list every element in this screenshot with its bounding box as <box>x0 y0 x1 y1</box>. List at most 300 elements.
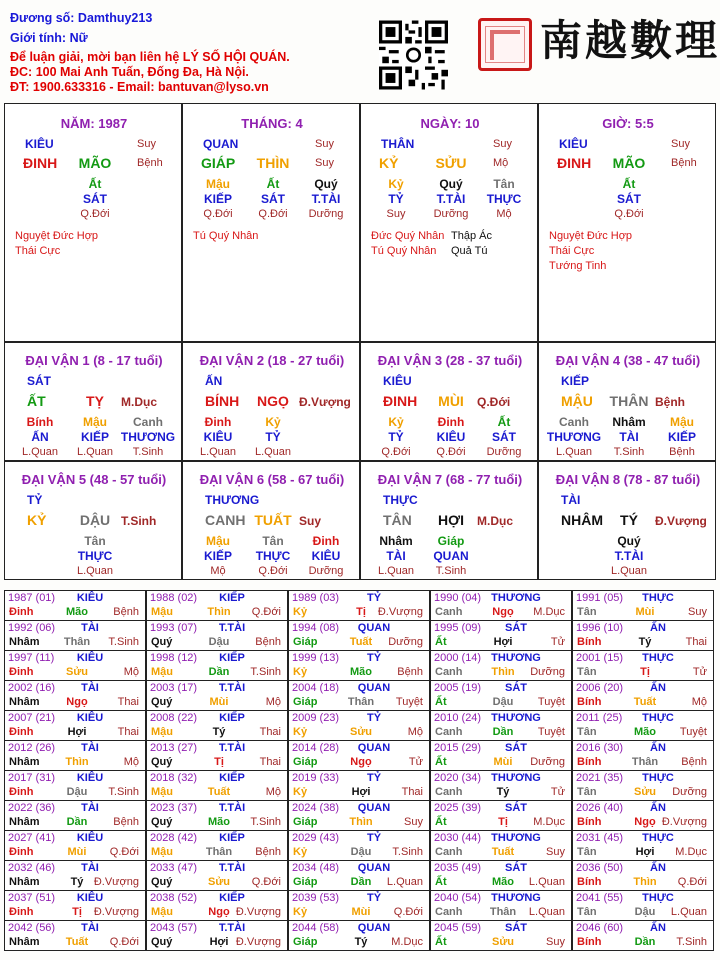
dai-van-can: NHÂM <box>561 512 603 528</box>
dai-van-hidden-god: KIÊU <box>311 549 341 563</box>
year-cell <box>572 830 714 861</box>
year-chi: Hợi <box>493 636 513 648</box>
year-label: 2008 (22) <box>150 712 198 724</box>
year-chi: Tý <box>354 936 368 948</box>
dai-van-hidden-stem: Bính <box>26 415 54 429</box>
pillar-hidden-stem: Mậu <box>206 177 230 191</box>
dai-van-chi: THÂN <box>609 393 649 409</box>
year-cell <box>288 860 430 891</box>
year-label: 2045 (59) <box>434 922 482 934</box>
pillar-chi-stage: Suy <box>315 157 334 169</box>
pillar-can: GIÁP <box>201 155 236 171</box>
year-stage: Thai <box>259 726 281 738</box>
year-god: QUAN <box>357 802 391 814</box>
year-cell <box>146 680 288 711</box>
pillar-can: KỶ <box>379 155 399 171</box>
year-label: 2018 (32) <box>150 772 198 784</box>
dai-van-stage: Bệnh <box>655 395 685 409</box>
year-chi: Dần <box>350 876 372 888</box>
year-label: 1993 (07) <box>150 622 198 634</box>
year-god: KIẾP <box>219 832 245 844</box>
year-can: Bính <box>577 636 602 648</box>
year-can: Giáp <box>293 696 318 708</box>
year-can: Kỷ <box>293 786 308 798</box>
dai-van-hidden-stem: Mậu <box>670 415 694 429</box>
year-cell <box>4 770 146 801</box>
year-chi: Sửu <box>491 936 515 948</box>
year-god: QUAN <box>357 742 391 754</box>
year-cell <box>572 800 714 831</box>
year-can: Bính <box>577 876 602 888</box>
year-label: 2036 (50) <box>576 862 624 874</box>
year-cell <box>430 620 572 651</box>
year-god: THƯƠNG <box>491 772 541 784</box>
year-label: 1998 (12) <box>150 652 198 664</box>
dai-van-hidden-stem: Kỷ <box>388 415 404 429</box>
pillar-hidden-stage: Suy <box>386 208 406 220</box>
year-chi: Mão <box>634 726 656 738</box>
year-stage: Bệnh <box>113 606 139 618</box>
pillar-hidden-stem: Ất <box>622 177 636 191</box>
pillar-chi-stage: Bệnh <box>137 157 163 169</box>
year-stage: Bệnh <box>681 756 707 768</box>
year-can: Mậu <box>151 846 173 858</box>
year-can: Nhâm <box>9 756 40 768</box>
year-chi: Sửu <box>65 666 89 678</box>
year-chi: Tuất <box>65 936 89 948</box>
year-cell <box>430 830 572 861</box>
dai-van-hidden-stage: Q.Đới <box>258 565 288 577</box>
dai-van-stage: T.Sinh <box>121 514 157 528</box>
year-cell <box>146 740 288 771</box>
dai-van-hidden-stage: T.Sinh <box>435 565 467 577</box>
pillar-chi: THÌN <box>256 155 290 171</box>
year-stage: L.Quan <box>528 906 565 918</box>
year-cell <box>430 890 572 921</box>
year-stage: Bệnh <box>397 666 423 678</box>
year-label: 2006 (20) <box>576 682 624 694</box>
year-chi: Mão <box>492 876 514 888</box>
dai-van-hidden-god: QUAN <box>433 549 469 563</box>
year-god: TÀI <box>81 922 99 934</box>
pillar-star: Tú Quý Nhân <box>371 245 437 257</box>
year-can: Quý <box>151 816 173 828</box>
year-chi: Mùi <box>209 696 229 708</box>
dai-van-hidden-stem: Giáp <box>437 534 465 548</box>
year-chi: Dậu <box>634 906 656 918</box>
pillar-hidden-stage: Q.Đới <box>258 208 288 220</box>
year-chi: Dậu <box>208 636 230 648</box>
year-god: THỰC <box>642 832 674 844</box>
year-can: Giáp <box>293 936 318 948</box>
year-label: 2015 (29) <box>434 742 482 754</box>
year-label: 1997 (11) <box>8 652 55 664</box>
dai-van-hidden-stage: Dưỡng <box>308 565 344 577</box>
year-cell <box>288 830 430 861</box>
contact-note: Để luận giải, mời bạn liên hệ LÝ SỐ HỘI QUÁN. <box>10 50 290 64</box>
pillar-hidden-god: T.TÀI <box>436 192 466 206</box>
dai-van-hidden-stage: Dưỡng <box>486 446 522 458</box>
year-can: Bính <box>577 816 602 828</box>
pillar-cell <box>182 103 360 342</box>
year-chi: Mão <box>350 666 372 678</box>
year-label: 2025 (39) <box>434 802 482 814</box>
year-chi: Dần <box>208 666 230 678</box>
year-can: Đinh <box>9 666 34 678</box>
dai-van-hidden-stage: T.Sinh <box>132 446 164 458</box>
pillar-chi: MÃO <box>78 155 112 171</box>
year-can: Bính <box>577 756 602 768</box>
year-chi: Sửu <box>349 726 373 738</box>
year-label: 2043 (57) <box>150 922 198 934</box>
dai-van-chi: NGỌ <box>257 393 289 409</box>
pillar-title: NGÀY: 10 <box>420 116 480 131</box>
year-label: 2026 (40) <box>576 802 624 814</box>
year-label: 2012 (26) <box>8 742 56 754</box>
dai-van-can: CANH <box>205 512 246 528</box>
dai-van-title: ĐẠI VẬN 5 (48 - 57 tuổi) <box>21 472 167 487</box>
year-label: 2003 (17) <box>150 682 198 694</box>
year-can: Nhâm <box>9 696 40 708</box>
year-stage: Bệnh <box>113 816 139 828</box>
year-can: Ất <box>435 816 447 828</box>
year-stage: Suy <box>546 936 565 948</box>
year-label: 2027 (41) <box>8 832 56 844</box>
year-god: TÀI <box>81 862 99 874</box>
year-cell <box>288 890 430 921</box>
year-can: Nhâm <box>9 876 40 888</box>
year-label: 2037 (51) <box>8 892 56 904</box>
year-label: 2009 (23) <box>292 712 340 724</box>
year-label: 1991 (05) <box>576 592 624 604</box>
year-stage: Bệnh <box>255 636 281 648</box>
year-cell <box>4 830 146 861</box>
year-god: KIÊU <box>76 652 104 664</box>
pillar-star: Thái Cực <box>15 245 61 257</box>
dai-van-god: ẤN <box>205 374 223 388</box>
dai-van-hidden-stage: L.Quan <box>610 565 648 577</box>
dai-van-cell <box>182 461 360 580</box>
pillar-title: THÁNG: 4 <box>241 116 303 131</box>
year-god: TÀI <box>81 682 99 694</box>
dai-van-hidden-god: KIÊU <box>436 430 466 444</box>
dai-van-stage: Đ.Vượng <box>299 395 351 409</box>
year-can: Quý <box>151 876 173 888</box>
year-stage: Q.Đới <box>109 936 139 948</box>
dai-van-title: ĐẠI VẬN 2 (18 - 27 tuổi) <box>199 353 345 368</box>
year-god: SÁT <box>505 802 527 814</box>
pillar-title: GIỜ: 5:5 <box>602 116 654 131</box>
pillar-can: ĐINH <box>557 155 592 171</box>
year-can: Ất <box>435 936 447 948</box>
year-god: SÁT <box>505 742 527 754</box>
year-chi: Thân <box>63 636 91 648</box>
year-cell <box>572 740 714 771</box>
pillar-chi: MÃO <box>612 155 646 171</box>
year-god: TỶ <box>366 892 382 904</box>
dai-van-hidden-stem: Mậu <box>206 534 230 548</box>
year-label: 2007 (21) <box>8 712 56 724</box>
dai-van-hidden-stage: L.Quan <box>76 446 114 458</box>
year-label: 2005 (19) <box>434 682 482 694</box>
year-cell <box>572 680 714 711</box>
year-chi: Ngọ <box>208 906 230 918</box>
dai-van-god: KIÊU <box>383 374 412 388</box>
year-label: 1990 (04) <box>434 592 482 604</box>
year-can: Giáp <box>293 876 318 888</box>
year-can: Ất <box>435 876 447 888</box>
pillar-cell <box>4 103 182 342</box>
year-god: TỶ <box>366 772 382 784</box>
dai-van-cell <box>182 342 360 461</box>
year-chi: Tị <box>498 816 508 828</box>
year-god: THỰC <box>642 652 674 664</box>
year-label: 2019 (33) <box>292 772 340 784</box>
dai-van-chi: MÙI <box>438 393 464 409</box>
year-can: Quý <box>151 696 173 708</box>
dai-van-hidden-stage: Q.Đới <box>436 446 466 458</box>
year-can: Nhâm <box>9 636 40 648</box>
year-label: 1996 (10) <box>576 622 624 634</box>
year-god: ẤN <box>650 682 666 694</box>
year-label: 2002 (16) <box>8 682 56 694</box>
year-can: Canh <box>435 786 463 798</box>
pillar-hidden-god: SÁT <box>83 192 107 206</box>
year-cell <box>4 650 146 681</box>
dai-van-hidden-god: THỰC <box>255 549 291 563</box>
dai-van-hidden-god: ẤN <box>31 430 49 444</box>
dai-van-hidden-god: THƯƠNG <box>546 430 602 444</box>
dai-van-hidden-stage: T.Sinh <box>613 446 645 458</box>
year-stage: Mộ <box>691 696 707 708</box>
year-label: 2021 (35) <box>576 772 624 784</box>
year-chi: Ngọ <box>492 606 514 618</box>
year-can: Tân <box>577 906 597 918</box>
dai-van-hidden-stem: Nhâm <box>379 534 413 548</box>
year-stage: M.Dục <box>391 936 423 948</box>
pillar-hidden-stem: Quý <box>439 177 463 191</box>
pillar-star: Thái Cực <box>549 245 595 257</box>
year-god: T.TÀI <box>218 862 246 874</box>
year-can: Kỷ <box>293 846 308 858</box>
year-label: 2001 (15) <box>576 652 624 664</box>
year-chi: Hợi <box>635 846 655 858</box>
year-stage: Tử <box>550 636 565 648</box>
year-can: Kỷ <box>293 726 308 738</box>
year-chi: Thân <box>489 906 517 918</box>
pillar-star: Tú Quý Nhân <box>193 230 259 242</box>
year-cell <box>288 680 430 711</box>
dai-van-hidden-stage: L.Quan <box>377 565 415 577</box>
dai-van-hidden-god: KIẾP <box>80 430 110 444</box>
year-stage: T.Sinh <box>108 786 139 798</box>
year-label: 2024 (38) <box>292 802 340 814</box>
year-cell <box>146 590 288 621</box>
owner-name: Đương số: Damthuy213 <box>10 11 153 25</box>
year-chi: Ngọ <box>350 756 372 768</box>
pillar-chi-stage: Bệnh <box>671 157 697 169</box>
year-cell <box>288 770 430 801</box>
year-label: 2032 (46) <box>8 862 56 874</box>
year-god: T.TÀI <box>218 682 246 694</box>
pillar-star: Nguyệt Đức Hợp <box>549 230 633 242</box>
year-god: QUAN <box>357 862 391 874</box>
year-god: ẤN <box>650 922 666 934</box>
year-label: 2010 (24) <box>434 712 482 724</box>
year-can: Tân <box>577 846 597 858</box>
year-stage: Tuyệt <box>395 696 423 708</box>
pillar-hidden-stage: Q.Đới <box>203 208 233 220</box>
year-can: Đinh <box>9 786 34 798</box>
year-label: 1999 (13) <box>292 652 340 664</box>
dai-van-can: KỶ <box>27 512 47 528</box>
year-god: KIẾP <box>219 772 245 784</box>
dai-van-can: ẤT <box>27 393 46 409</box>
year-stage: Dưỡng <box>530 666 565 678</box>
year-god: T.TÀI <box>218 802 246 814</box>
dai-van-title: ĐẠI VẬN 7 (68 - 77 tuổi) <box>377 472 523 487</box>
year-god: QUAN <box>357 922 391 934</box>
pillar-top-stage: Suy <box>493 138 512 150</box>
dai-van-hidden-stem: Mậu <box>83 415 107 429</box>
year-chi: Tý <box>496 786 510 798</box>
dai-van-hidden-god: TÀI <box>386 549 406 563</box>
year-stage: T.Sinh <box>250 816 281 828</box>
dai-van-title: ĐẠI VẬN 8 (78 - 87 tuổi) <box>555 472 701 487</box>
year-god: THỰC <box>642 712 674 724</box>
year-label: 2041 (55) <box>576 892 624 904</box>
year-cell <box>288 710 430 741</box>
dai-van-god: TÀI <box>561 493 581 507</box>
dai-van-hidden-stem: Canh <box>133 415 163 429</box>
year-can: Mậu <box>151 726 173 738</box>
dai-van-hidden-god: THƯƠNG <box>120 430 176 444</box>
dai-van-hidden-stage: L.Quan <box>254 446 292 458</box>
year-chi: Tị <box>356 606 366 618</box>
year-can: Đinh <box>9 906 34 918</box>
pillar-title: NĂM: 1987 <box>60 116 128 131</box>
dai-van-title: ĐẠI VẬN 1 (8 - 17 tuổi) <box>25 353 163 368</box>
pillar-can: ĐINH <box>23 155 58 171</box>
year-cell <box>288 740 430 771</box>
year-chi: Thân <box>347 696 375 708</box>
year-chi: Mùi <box>67 846 87 858</box>
year-god: TÀI <box>81 742 99 754</box>
year-can: Quý <box>151 756 173 768</box>
year-can: Mậu <box>151 906 173 918</box>
year-cell <box>288 620 430 651</box>
year-can: Ất <box>435 696 447 708</box>
year-cell <box>288 920 430 951</box>
year-label: 1989 (03) <box>292 592 340 604</box>
year-can: Đinh <box>9 846 34 858</box>
year-stage: Thai <box>117 726 139 738</box>
dai-van-hidden-god: KIẾP <box>203 549 233 563</box>
year-stage: Tuyệt <box>537 726 565 738</box>
year-god: ẤN <box>650 862 666 874</box>
year-label: 2014 (28) <box>292 742 340 754</box>
year-label: 2046 (60) <box>576 922 624 934</box>
pillar-top-god: THÂN <box>381 137 415 151</box>
year-label: 1988 (02) <box>150 592 198 604</box>
year-chi: Tý <box>638 636 652 648</box>
year-stage: Dưỡng <box>388 636 423 648</box>
pillar-hidden-stem: Ất <box>266 177 280 191</box>
year-chi: Sửu <box>633 786 657 798</box>
year-can: Tân <box>577 666 597 678</box>
pillar-hidden-stem: Ất <box>88 177 102 191</box>
year-chi: Dậu <box>66 786 88 798</box>
pillar-hidden-god: KIẾP <box>203 192 233 206</box>
year-chi: Tị <box>640 666 650 678</box>
year-can: Nhâm <box>9 936 40 948</box>
year-chi: Mão <box>208 816 230 828</box>
year-stage: Q.Đới <box>251 606 281 618</box>
year-label: 2033 (47) <box>150 862 198 874</box>
dai-van-cell <box>4 342 182 461</box>
year-god: QUAN <box>357 682 391 694</box>
gender: Giới tính: Nữ <box>10 31 88 45</box>
year-stage: T.Sinh <box>392 846 423 858</box>
year-label: 2040 (54) <box>434 892 482 904</box>
year-god: SÁT <box>505 682 527 694</box>
year-chi: Tị <box>72 906 82 918</box>
year-stage: Đ.Vượng <box>235 936 281 948</box>
dai-van-chi: DẬU <box>79 512 111 528</box>
dai-van-hidden-stage: L.Quan <box>199 446 237 458</box>
dai-van-god: KIẾP <box>561 374 590 388</box>
year-stage: Tử <box>408 756 423 768</box>
year-god: KIẾP <box>219 652 245 664</box>
year-chi: Mùi <box>351 906 371 918</box>
year-cell <box>4 920 146 951</box>
dai-van-can: TÂN <box>383 512 412 528</box>
year-chi: Tuất <box>633 696 657 708</box>
year-chi: Thân <box>631 756 659 768</box>
year-stage: T.Sinh <box>250 666 281 678</box>
year-stage: Đ.Vượng <box>93 906 139 918</box>
pillar-hidden-stage: Q.Đới <box>80 208 110 220</box>
year-can: Canh <box>435 726 463 738</box>
year-god: TÀI <box>81 802 99 814</box>
year-chi: Hợi <box>209 936 229 948</box>
dai-van-hidden-stem: Ất <box>497 415 511 429</box>
dai-van-can: BÍNH <box>205 393 240 409</box>
year-cell <box>572 590 714 621</box>
year-label: 2039 (53) <box>292 892 340 904</box>
year-cell <box>146 770 288 801</box>
dai-van-stage: M.Dục <box>121 395 157 409</box>
dai-van-hidden-stage: Mộ <box>210 565 226 577</box>
year-chi: Sửu <box>207 876 231 888</box>
dai-van-cell <box>360 342 538 461</box>
year-cell <box>572 710 714 741</box>
dai-van-hidden-stem: Kỷ <box>265 415 281 429</box>
year-can: Kỷ <box>293 666 308 678</box>
pillar-cell <box>538 103 716 342</box>
year-cell <box>430 650 572 681</box>
year-chi: Dậu <box>492 696 514 708</box>
year-stage: Suy <box>546 846 565 858</box>
dai-van-title: ĐẠI VẬN 4 (38 - 47 tuổi) <box>555 353 701 368</box>
year-label: 2042 (56) <box>8 922 56 934</box>
year-can: Đinh <box>9 606 34 618</box>
year-chi: Thìn <box>207 606 231 618</box>
year-chi: Thìn <box>65 756 89 768</box>
year-can: Ất <box>435 756 447 768</box>
pillar-hidden-god: TỶ <box>388 192 404 206</box>
year-can: Canh <box>435 666 463 678</box>
